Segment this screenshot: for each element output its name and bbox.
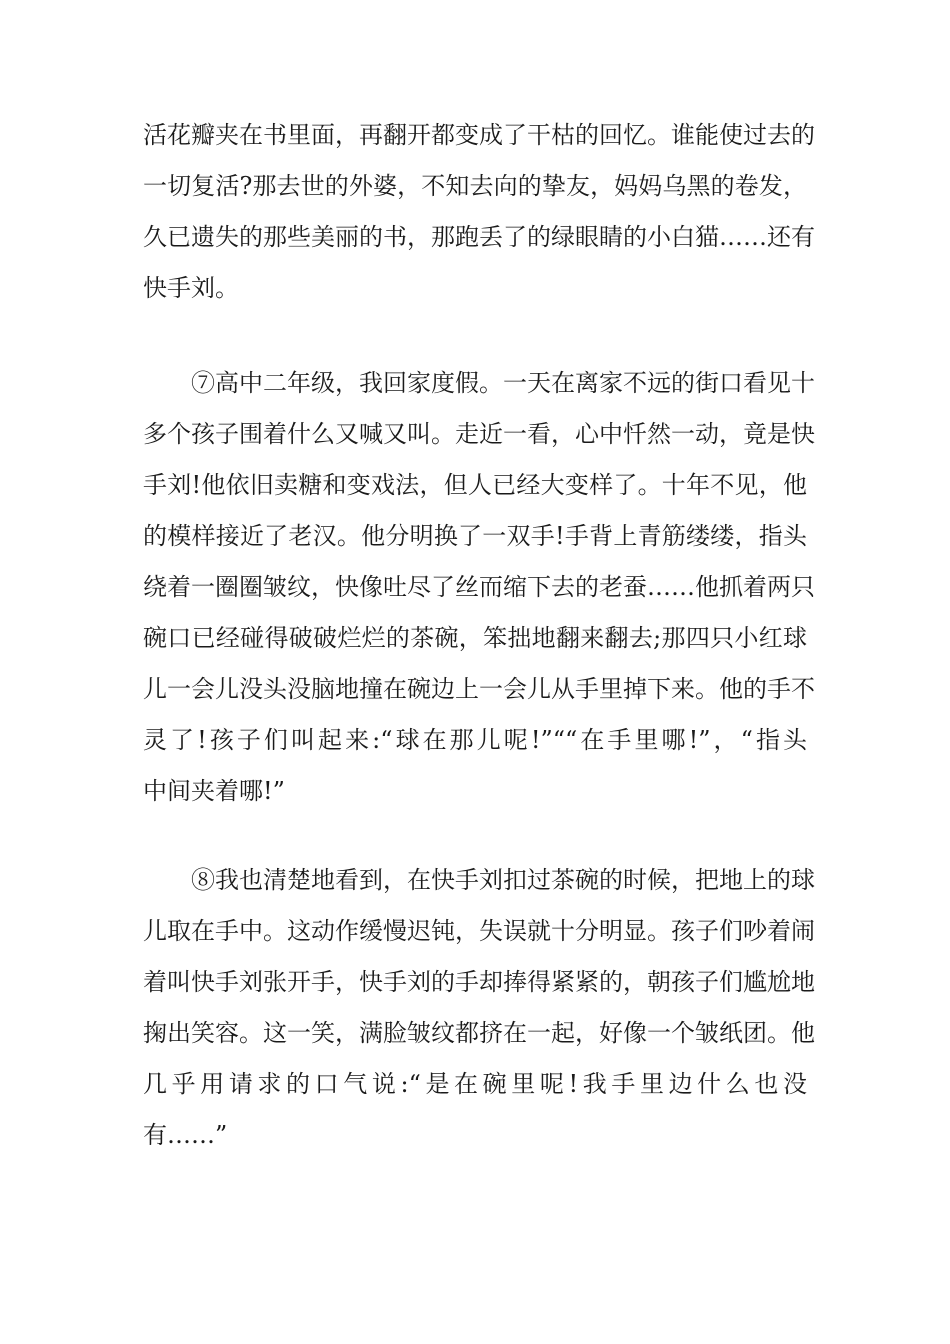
paragraph-continuation bbox=[143, 110, 815, 314]
text-line: 有……” bbox=[143, 1121, 228, 1149]
text-line: 活花瓣夹在书里面，再翻开都变成了干枯的回忆。谁能使过去的 bbox=[143, 121, 815, 149]
text-line: 中间夹着哪!” bbox=[143, 777, 285, 805]
text-line: ⑧我也清楚地看到，在快手刘扣过茶碗的时候，把地上的球 bbox=[143, 866, 815, 894]
text-line: 手刘!他依旧卖糖和变戏法，但人已经大变样了。十年不见，他 bbox=[143, 471, 807, 499]
paragraph-7 bbox=[143, 358, 815, 817]
text-line: 灵了!孩子们叫起来:“球在那儿呢!”““在手里哪!”，“指头 bbox=[143, 726, 807, 754]
text-line: 快手刘。 bbox=[143, 274, 239, 302]
text-line: 儿取在手中。这动作缓慢迟钝，失误就十分明显。孩子们吵着闹 bbox=[143, 917, 815, 945]
text-line: 儿一会儿没头没脑地撞在碗边上一会儿从手里掉下来。他的手不 bbox=[143, 675, 815, 703]
text-line: 多个孩子围着什么又喊又叫。走近一看，心中忏然一动，竟是快 bbox=[143, 420, 815, 448]
text-line: 久已遗失的那些美丽的书，那跑丢了的绿眼睛的小白猫……还有 bbox=[143, 223, 815, 251]
text-line: 的模样接近了老汉。他分明换了一双手!手背上青筋缕缕，指头 bbox=[143, 522, 807, 550]
text-line: 掬出笑容。这一笑，满脸皱纹都挤在一起，好像一个皱纸团。他 bbox=[143, 1019, 815, 1047]
text-line: ⑦高中二年级，我回家度假。一天在离家不远的街口看见十 bbox=[143, 369, 815, 397]
text-line: 一切复活?那去世的外婆，不知去向的挚友，妈妈乌黑的卷发， bbox=[143, 172, 807, 200]
text-line: 着叫快手刘张开手，快手刘的手却捧得紧紧的，朝孩子们尴尬地 bbox=[143, 968, 815, 996]
text-line: 几乎用请求的口气说:“是在碗里呢!我手里边什么也没 bbox=[143, 1070, 807, 1098]
text-line: 碗口已经碰得破破烂烂的茶碗，笨拙地翻来翻去;那四只小红球 bbox=[143, 624, 807, 652]
text-line: 绕着一圈圈皱纹，快像吐尽了丝而缩下去的老蚕……他抓着两只 bbox=[143, 573, 815, 601]
paragraph-8 bbox=[143, 855, 815, 1161]
